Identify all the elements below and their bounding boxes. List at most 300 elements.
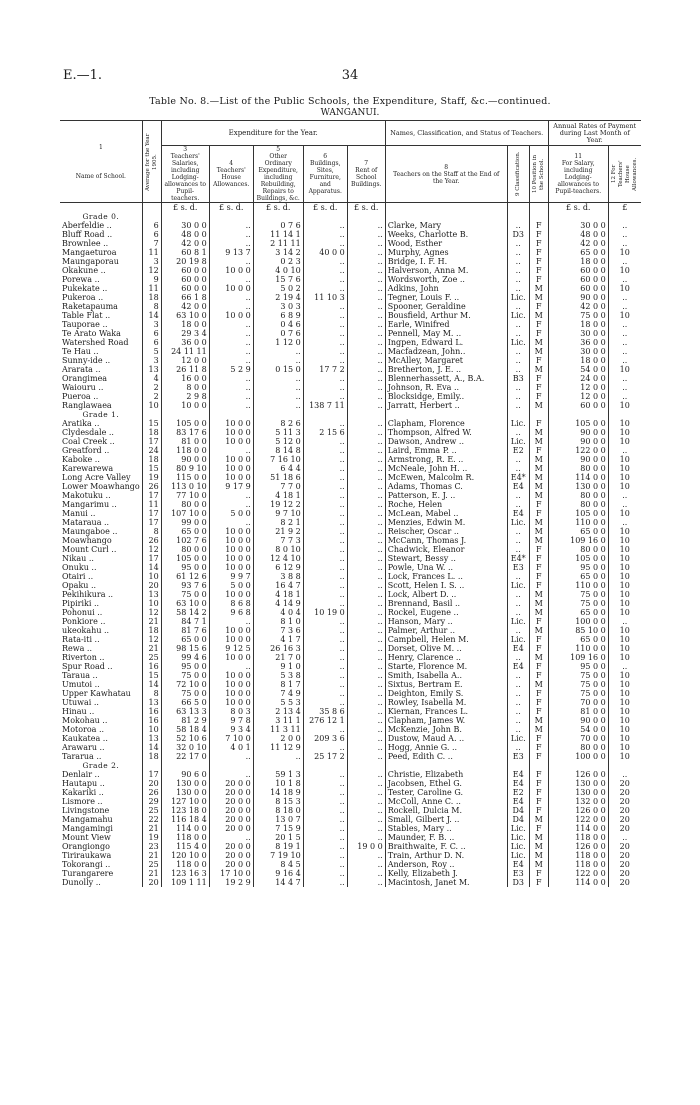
house-allowances: 5 2 9 [209,365,253,374]
grade-spacer [347,410,385,419]
classification: Lic. [507,617,529,626]
house-allowance-rate: 10 [608,581,641,590]
school-name: Nikau .. [62,554,94,563]
school-name: Moawhango [62,536,112,545]
teacher-name: Halverson, Anna M. [385,266,507,275]
rent: .. [347,347,385,356]
group-teachers-header: Names, Classification, and Status of Teachers. [385,121,548,146]
average-attendance: 20 [142,581,161,590]
grade-spacer [385,410,507,419]
table-row [60,833,641,842]
teacher-name: Menzies, Edwin M. [385,518,507,527]
teacher-name: Bretherton, J. E. .. [385,365,507,374]
average-attendance: 10 [142,725,161,734]
house-allowance-rate: .. [608,257,641,266]
teacher-name: Lock, Albert D. .. [385,590,507,599]
other-expenditure: 4 14 9 [253,599,303,608]
grade-heading: Grade 1. [82,410,120,419]
house-allowance-rate: 10 [608,473,641,482]
table-row [60,275,641,284]
house-allowance-rate: 10 [608,743,641,752]
salary-rate: 65 0 0 [548,635,608,644]
rent: .. [347,725,385,734]
rent: .. [347,419,385,428]
school-name: Dunolly .. [62,878,101,887]
table-row [60,356,641,365]
position: M [529,482,548,491]
house-allowance-rate: 20 [608,815,641,824]
teachers-salaries: 10 0 0 [161,401,209,410]
salary-rate: 90 0 0 [548,716,608,725]
average-attendance: 26 [142,482,161,491]
rent: .. [347,509,385,518]
col-salary-rate-header: 11 For Salary, including Lodging-allowances to Pupil-teachers. [548,146,608,203]
classification: D4 [507,806,529,815]
teacher-name: Weeks, Charlotte B. [385,230,507,239]
classification: .. [507,455,529,464]
position: F [529,635,548,644]
house-allowances: .. [209,302,253,311]
classification: D4 [507,815,529,824]
house-allowance-rate: .. [608,617,641,626]
grade-spacer [253,761,303,770]
salary-rate: 100 0 0 [548,617,608,626]
table-body [60,203,641,888]
house-allowance-rate: .. [608,356,641,365]
house-allowance-rate: 10 [608,545,641,554]
house-allowances: 10 0 0 [209,563,253,572]
average-attendance: 26 [142,536,161,545]
teachers-salaries: 84 7 1 [161,617,209,626]
school-name: Maungaboe .. [62,527,118,536]
average-attendance: 21 [142,644,161,653]
unit-shillings: s. [361,203,369,212]
table-row [60,338,641,347]
rent: .. [347,869,385,878]
table-row [60,671,641,680]
position: M [529,428,548,437]
salary-rate: 36 0 0 [548,338,608,347]
house-allowances: 10 0 0 [209,680,253,689]
other-expenditure: 2 0 0 [253,734,303,743]
school-name: Mangamingi [62,824,113,833]
salary-rate: 80 0 0 [548,545,608,554]
salary-rate: 75 0 0 [548,599,608,608]
teachers-salaries: 65 0 0 [161,635,209,644]
teacher-name: Thompson, Alfred W. [385,428,507,437]
teacher-name: Deighton, Emily S. [385,689,507,698]
salary-rate: 85 10 0 [548,626,608,635]
table-row [60,437,641,446]
position: F [529,374,548,383]
buildings-sites: .. [303,284,347,293]
position: F [529,383,548,392]
rent: .. [347,707,385,716]
house-allowances: .. [209,347,253,356]
salary-rate: 100 0 0 [548,752,608,761]
rent: .. [347,599,385,608]
position: M [529,347,548,356]
house-allowances: 9 9 7 [209,572,253,581]
table-row [60,680,641,689]
teacher-name: Rockell, Dulcia M. [385,806,507,815]
rent: .. [347,563,385,572]
house-allowance-rate: 10 [608,752,641,761]
position: F [529,248,548,257]
buildings-sites: .. [303,473,347,482]
school-name: Raketapauma [62,302,118,311]
school-name: Livingstone [62,806,110,815]
table-row [60,365,641,374]
average-attendance: 18 [142,428,161,437]
school-name: Makotuku .. [62,491,111,500]
table-row [60,473,641,482]
school-name: Sunny-ide .. [62,356,111,365]
position: M [529,842,548,851]
buildings-sites: .. [303,500,347,509]
other-expenditure: .. [253,383,303,392]
page-header-left: E.—1. [63,68,103,83]
house-allowance-rate: .. [608,320,641,329]
position: F [529,878,548,887]
table-row [60,518,641,527]
other-expenditure: 51 18 6 [253,473,303,482]
classification: Lic. [507,734,529,743]
other-expenditure: 4 0 4 [253,608,303,617]
classification: .. [507,401,529,410]
grade-spacer [347,212,385,221]
average-attendance: 17 [142,518,161,527]
grade-spacer [529,212,548,221]
teacher-name: Spooner, Geraldine [385,302,507,311]
classification: E4 [507,509,529,518]
house-allowances: 10 0 0 [209,437,253,446]
school-name: Mount View [62,833,111,842]
teacher-name: Johnson, R. Eva .. [385,383,507,392]
salary-rate: 12 0 0 [548,383,608,392]
table-row [60,590,641,599]
house-allowances: 19 2 9 [209,878,253,887]
other-expenditure: 14 4 7 [253,878,303,887]
school-name: Rata-iti .. [62,635,100,644]
salary-rate: 90 0 0 [548,293,608,302]
classification: .. [507,329,529,338]
classification: .. [507,500,529,509]
average-attendance: 6 [142,230,161,239]
position: M [529,293,548,302]
school-name: Mangarimu .. [62,500,117,509]
teachers-salaries: 113 0 10 [161,482,209,491]
house-allowance-rate: 20 [608,842,641,851]
rent: .. [347,401,385,410]
salary-rate: 12 0 0 [548,392,608,401]
house-allowances: 10 0 0 [209,428,253,437]
house-allowances: 10 0 0 [209,455,253,464]
grade-spacer [507,761,529,770]
buildings-sites: .. [303,698,347,707]
table-row [60,482,641,491]
house-allowance-rate: .. [608,446,641,455]
rent: .. [347,257,385,266]
table-subtitle: WANGANUI. [320,108,380,118]
buildings-sites: .. [303,554,347,563]
rent: .. [347,671,385,680]
school-name: Pukekate .. [62,284,108,293]
rent: .. [347,464,385,473]
buildings-sites: .. [303,356,347,365]
house-allowances: .. [209,518,253,527]
other-expenditure: 6 4 4 [253,464,303,473]
teachers-salaries: 116 18 4 [161,815,209,824]
teacher-name: Brennand, Basil .. [385,599,507,608]
school-name: Clydesdale .. [62,428,114,437]
rent: .. [347,239,385,248]
house-allowance-rate: 20 [608,824,641,833]
rent: .. [347,230,385,239]
classification: E4* [507,554,529,563]
teachers-salaries: 109 1 11 [161,878,209,887]
buildings-sites: .. [303,383,347,392]
house-allowance-rate: 10 [608,482,641,491]
other-expenditure: .. [253,752,303,761]
classification: E3 [507,869,529,878]
school-name: Ararata .. [62,365,101,374]
house-allowance-rate: .. [608,239,641,248]
buildings-sites: .. [303,644,347,653]
house-allowances: 10 0 0 [209,590,253,599]
other-expenditure: 11 14 1 [253,230,303,239]
salary-rate: 54 0 0 [548,365,608,374]
other-expenditure: .. [253,401,303,410]
other-expenditure: 9 7 10 [253,509,303,518]
position: F [529,563,548,572]
table-row [60,527,641,536]
house-allowances: 9 17 9 [209,482,253,491]
other-expenditure: 0 7 6 [253,329,303,338]
other-expenditure: 8 2 6 [253,419,303,428]
position: M [529,833,548,842]
unit-pounds: £ [622,203,628,212]
average-attendance: 13 [142,365,161,374]
average-attendance: 8 [142,527,161,536]
col-label-2: Average for the Year 1905. [144,132,158,191]
buildings-sites: .. [303,446,347,455]
average-attendance: 13 [142,734,161,743]
other-expenditure: 59 1 3 [253,770,303,779]
teacher-name: Earle, Winifred [385,320,507,329]
salary-rate: 122 0 0 [548,869,608,878]
classification: .. [507,527,529,536]
average-attendance: 2 [142,392,161,401]
table-row [60,860,641,869]
teachers-salaries: 81 2 9 [161,716,209,725]
position: F [529,806,548,815]
school-name: Maungaporau [62,257,119,266]
classification: .. [507,599,529,608]
table-row [60,734,641,743]
house-allowance-rate: .. [608,275,641,284]
position: F [529,275,548,284]
buildings-sites: .. [303,851,347,860]
house-allowance-rate: 20 [608,788,641,797]
grade-spacer [608,212,641,221]
teachers-salaries: 58 18 4 [161,725,209,734]
average-attendance: 18 [142,293,161,302]
house-allowance-rate: 20 [608,779,641,788]
house-allowance-rate: .. [608,833,641,842]
house-allowances: .. [209,293,253,302]
school-name: Kakariki .. [62,788,104,797]
school-name: Bluff Road .. [62,230,113,239]
teacher-name: Clapham, James W. [385,716,507,725]
rent: .. [347,527,385,536]
table-row [60,743,641,752]
rent: .. [347,302,385,311]
col-teachers-header: 8 Teachers on the Staff at the End of the Year. [385,146,507,203]
rent: .. [347,770,385,779]
average-attendance: 3 [142,257,161,266]
house-allowance-rate: 20 [608,851,641,860]
table-row [60,230,641,239]
school-name: Long Acre Valley [62,473,131,482]
other-expenditure: 2 19 4 [253,293,303,302]
other-expenditure: 6 8 9 [253,311,303,320]
grade-spacer [303,410,347,419]
other-expenditure: 8 14 8 [253,446,303,455]
position: F [529,581,548,590]
grade-spacer [253,410,303,419]
position: F [529,302,548,311]
position: F [529,545,548,554]
table-row [60,347,641,356]
buildings-sites: .. [303,581,347,590]
table-row [60,824,641,833]
house-allowance-rate: 10 [608,725,641,734]
salary-rate: 126 0 0 [548,770,608,779]
average-attendance: 18 [142,455,161,464]
rent: .. [347,788,385,797]
average-attendance: 12 [142,608,161,617]
teachers-salaries: 95 0 0 [161,662,209,671]
school-name: Tokorangi .. [62,860,111,869]
house-allowance-rate: 10 [608,536,641,545]
table-row [60,599,641,608]
school-name: Lismore .. [62,797,103,806]
rent: .. [347,653,385,662]
house-allowance-rate: 10 [608,635,641,644]
salary-rate: 110 0 0 [548,518,608,527]
school-name: Motoroa .. [62,725,105,734]
position: F [529,734,548,743]
position: M [529,608,548,617]
school-name: Watershed Road [62,338,129,347]
school-name: Ranglawaea [62,401,112,410]
salary-rate: 114 0 0 [548,473,608,482]
salary-rate: 90 0 0 [548,428,608,437]
col-number-1: 1 [98,143,103,151]
house-allowance-rate: 20 [608,806,641,815]
position: M [529,860,548,869]
teacher-name: McColl, Anne C. .. [385,797,507,806]
buildings-sites: .. [303,815,347,824]
teachers-salaries: 2 9 8 [161,392,209,401]
position: M [529,518,548,527]
salary-rate: 80 0 0 [548,464,608,473]
school-name: Ponkiore .. [62,617,106,626]
table-row [60,554,641,563]
classification: .. [507,428,529,437]
grade-spacer [507,212,529,221]
position: F [529,644,548,653]
grade-spacer [385,761,507,770]
units-cell [529,203,548,213]
school-name: Manui .. [62,509,96,518]
buildings-sites: .. [303,689,347,698]
house-allowances: 20 0 0 [209,779,253,788]
other-expenditure: 4 18 1 [253,590,303,599]
average-attendance: 18 [142,752,161,761]
house-allowance-rate: 20 [608,869,641,878]
table-row [60,644,641,653]
other-expenditure: 7 19 10 [253,851,303,860]
average-attendance: 25 [142,653,161,662]
teachers-salaries: 66 5 0 [161,698,209,707]
teacher-name: Dustow, Maud A. .. [385,734,507,743]
other-expenditure: .. [253,374,303,383]
rent: .. [347,743,385,752]
average-attendance: 17 [142,509,161,518]
house-allowances: 10 0 0 [209,419,253,428]
rent: .. [347,545,385,554]
school-name: Lower Moawhango [62,482,140,491]
teacher-name: Wordsworth, Zoe .. [385,275,507,284]
position: M [529,716,548,725]
school-name: Mangaeturoa [62,248,117,257]
table-row [60,392,641,401]
house-allowance-rate: 10 [608,428,641,437]
teachers-salaries: 114 0 0 [161,824,209,833]
classification: Lic. [507,581,529,590]
average-attendance: 16 [142,707,161,716]
other-expenditure: 4 18 1 [253,491,303,500]
average-attendance: 15 [142,671,161,680]
classification: .. [507,320,529,329]
teachers-salaries: 75 0 0 [161,671,209,680]
table-row [60,608,641,617]
teachers-salaries: 63 10 0 [161,311,209,320]
buildings-sites: .. [303,860,347,869]
grade-heading-row [60,212,641,221]
school-name: Tiriraukawa [62,851,112,860]
school-name: ukeokahu .. [62,626,110,635]
house-allowances: .. [209,221,253,230]
rent: .. [347,473,385,482]
school-name: Table Flat .. [62,311,111,320]
table-row [60,851,641,860]
average-attendance: 2 [142,383,161,392]
school-name: Pukeroa .. [62,293,104,302]
classification: Lic. [507,437,529,446]
rent: 19 0 0 [347,842,385,851]
house-allowances: 4 0 1 [209,743,253,752]
school-name: Tararua .. [62,752,102,761]
house-allowance-rate: 10 [608,437,641,446]
position: M [529,725,548,734]
rent: .. [347,608,385,617]
buildings-sites: .. [303,869,347,878]
average-attendance: 3 [142,356,161,365]
rent: .. [347,806,385,815]
